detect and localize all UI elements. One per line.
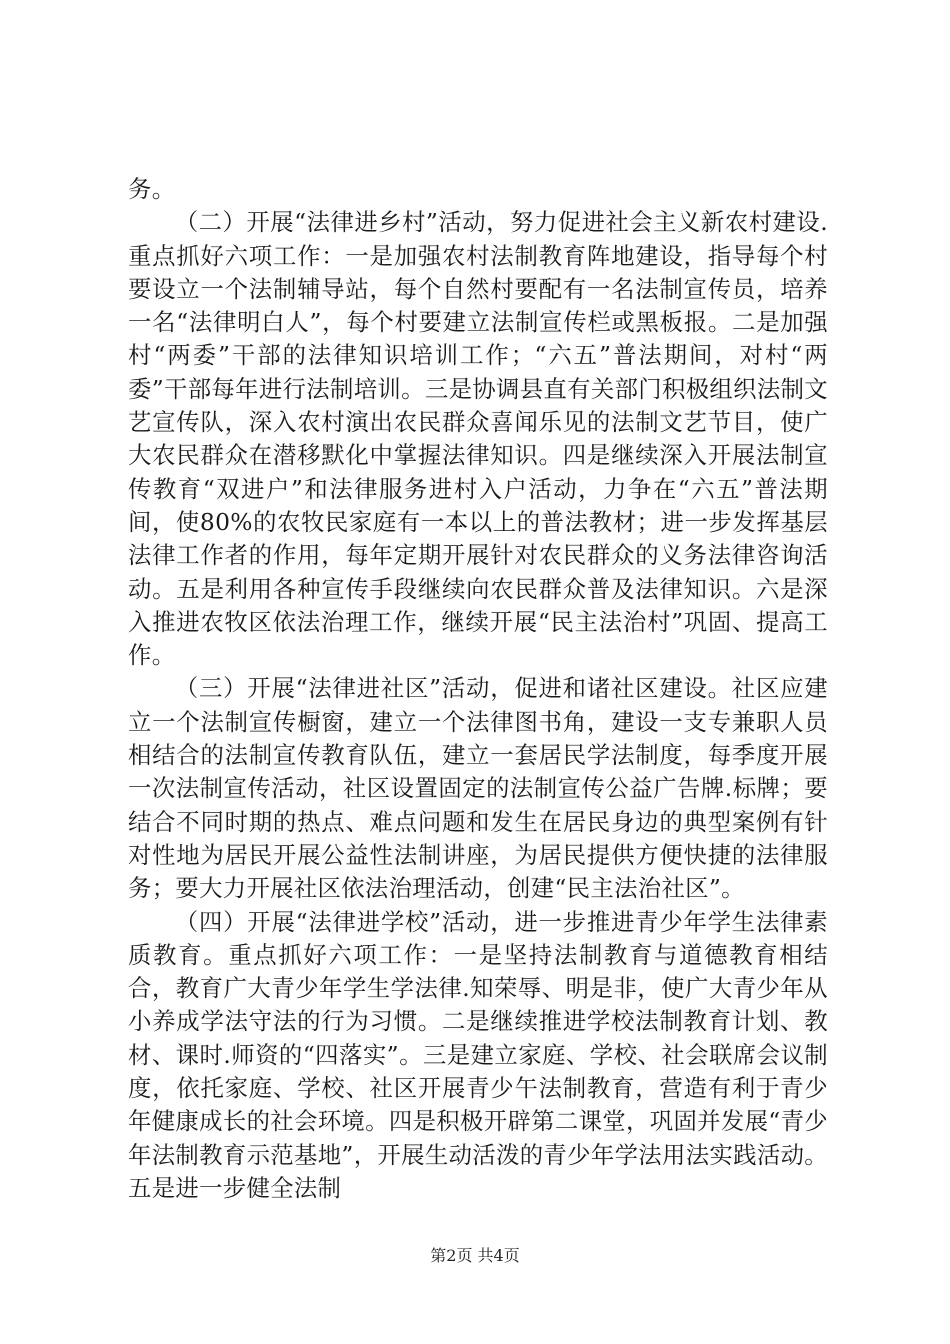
paragraph-community-law: （三）开展“法律进社区”活动，促进和诸社区建设。社区应建立一个法制宣传橱窗，建立一个法律图书角，建设一支专兼职人员相结合的法制宣传教育队伍，建立一套居民学法制度，每季度开展一次法制宣传活动，社区设置固定的法制宣传公益广告牌.标牌；要结合不同时期的热点、难点问题和发生在居民身边的典型案例有针对性地为居民开展公益性法制讲座，为居民提供方便快捷的法律服务；要大力开展社区依法治理活动，创建“民主法治社区”。: [128, 674, 828, 903]
paragraph-continuation: 务。: [128, 175, 176, 203]
paragraph-rural-law: （二）开展“法律进乡村”活动，努力促进社会主义新农村建设.重点抓好六项工作：一是加强农村法制教育阵地建设，指导每个村要设立一个法制辅导站，每个自然村要配有一名法制宣传员，培养一名“法律明白人”，每个村要建立法制宣传栏或黑板报。二是加强村“两委”干部的法律知识培训工作；“六五”普法期间，对村“两委”干部每年进行法制培训。三是协调县直有关部门积极组织法制文艺宣传队，深入农村演出农民群众喜闻乐见的法制文艺节目，使广大农民群众在潜移默化中掌握法律知识。四是继续深入开展法制宣传教育“双进户”和法律服务进村入户活动，力争在“六五”普法期间，使80%的农牧民家庭有一本以上的普法教材；进一步发挥基层法律工作者的作用，每年定期开展针对农民群众的义务法律咨询活动。五是利用各种宣传手段继续向农民群众普及法律知识。六是深入推进农牧区依法治理工作，继续开展“民主法治村”巩固、提高工作。: [128, 208, 828, 670]
paragraph-school-law: （四）开展“法律进学校”活动，进一步推进青少年学生法律素质教育。重点抓好六项工作：一是坚持法制教育与道德教育相结合，教育广大青少年学生学法律.知荣辱、明是非，使广大青少年从小养成学法守法的行为习惯。二是继续推进学校法制教育计划、教材、课时.师资的“四落实”。三是建立家庭、学校、社会联席会议制度，依托家庭、学校、社区开展青少午法制教育，营造有利于青少年健康成长的社会环境。四是积极开辟第二课堂，巩固并发展“青少年法制教育示范基地”，开展生动活泼的青少年学法用法实践活动。五是进一步健全法制: [128, 907, 828, 1202]
document-body: [128, 173, 828, 1205]
page-footer: 第2页 共4页: [430, 1246, 520, 1265]
